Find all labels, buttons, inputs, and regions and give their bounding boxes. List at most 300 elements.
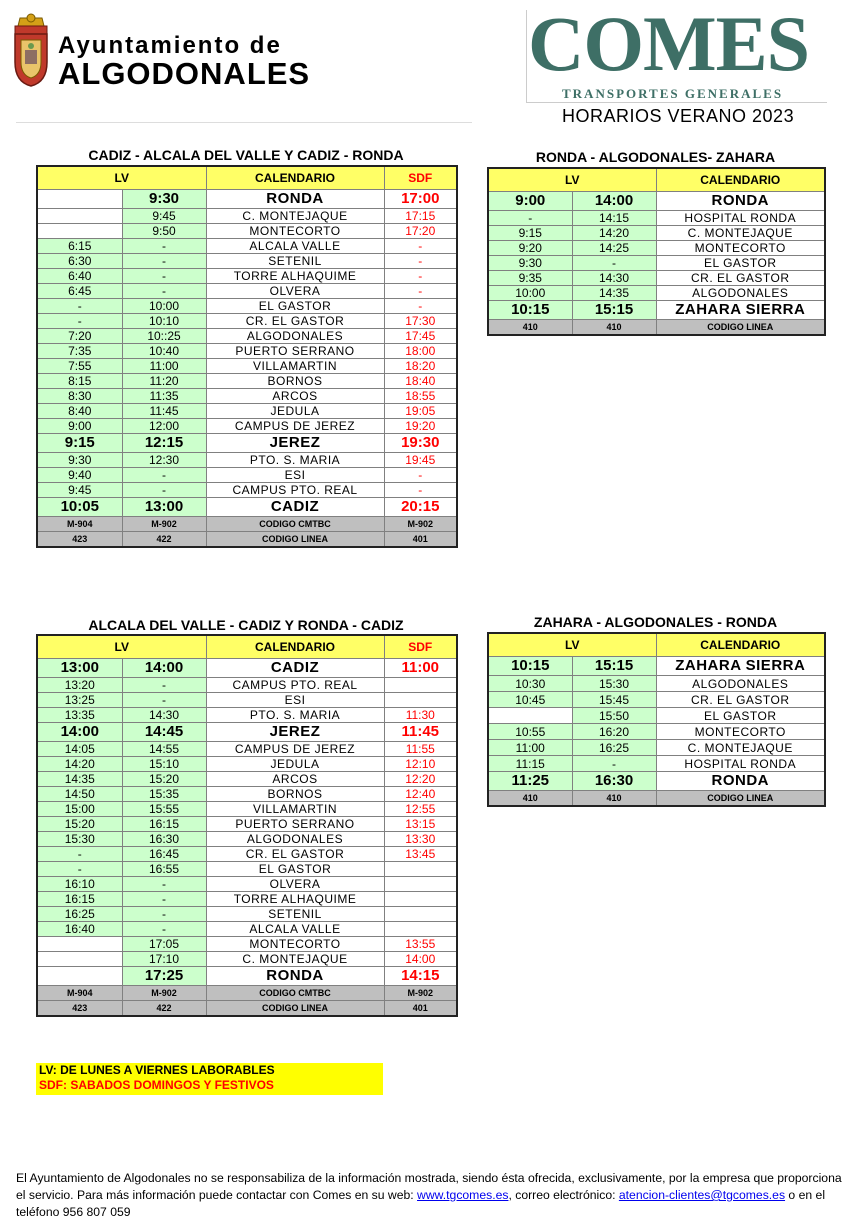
time-sdf: 17:00 — [384, 190, 457, 209]
time-sdf: - — [384, 254, 457, 269]
footer-code: M-902 — [122, 986, 206, 1001]
time-sdf — [384, 907, 457, 922]
time-lv-1: 9:15 — [37, 434, 122, 453]
time-sdf: 13:15 — [384, 817, 457, 832]
footer-code: M-902 — [384, 517, 457, 532]
table-row — [37, 269, 457, 284]
time-lv-2: 10::25 — [122, 329, 206, 344]
time-lv-2: - — [122, 693, 206, 708]
table-title: RONDA - ALGODONALES- ZAHARA — [535, 149, 776, 165]
time-lv-1: 15:30 — [37, 832, 122, 847]
table-title: CADIZ - ALCALA DEL VALLE Y CADIZ - RONDA — [88, 147, 404, 163]
time-lv-2: 11:00 — [122, 359, 206, 374]
time-lv-2: 12:15 — [122, 434, 206, 453]
column-header-calendar: CALENDARIO — [206, 635, 384, 659]
stop-name: CAMPUS DE JEREZ — [206, 419, 384, 434]
time-sdf: - — [384, 239, 457, 254]
time-lv-1: 8:30 — [37, 389, 122, 404]
column-header-lv: LV — [37, 635, 206, 659]
time-lv-1: 13:35 — [37, 708, 122, 723]
time-lv-2: 16:15 — [122, 817, 206, 832]
time-lv-2: 14:20 — [572, 226, 656, 241]
time-sdf: 12:55 — [384, 802, 457, 817]
time-lv-1: 10:15 — [488, 657, 572, 676]
table-footer-row — [488, 320, 825, 336]
stop-name: SETENIL — [206, 254, 384, 269]
table-row — [488, 740, 825, 756]
stop-name: ALGODONALES — [656, 676, 825, 692]
time-lv-1: - — [488, 211, 572, 226]
stop-name: PTO. S. MARIA — [206, 453, 384, 468]
time-lv-2: 10:10 — [122, 314, 206, 329]
footer-code: 422 — [122, 1001, 206, 1017]
time-lv-1 — [37, 952, 122, 967]
time-sdf: 19:05 — [384, 404, 457, 419]
time-sdf — [384, 877, 457, 892]
time-sdf — [384, 892, 457, 907]
time-lv-1: 6:15 — [37, 239, 122, 254]
time-lv-2: 15:35 — [122, 787, 206, 802]
timetable-zahara-algodonales-ronda — [487, 632, 826, 807]
time-lv-1 — [488, 708, 572, 724]
table-row — [488, 301, 825, 320]
table-row — [37, 847, 457, 862]
column-header-calendar: CALENDARIO — [656, 168, 825, 192]
stop-name: OLVERA — [206, 284, 384, 299]
time-lv-1: 9:15 — [488, 226, 572, 241]
time-sdf: 18:40 — [384, 374, 457, 389]
time-lv-2: 14:00 — [122, 659, 206, 678]
time-lv-2: 12:30 — [122, 453, 206, 468]
time-lv-1: 15:20 — [37, 817, 122, 832]
time-sdf: 17:45 — [384, 329, 457, 344]
table-row — [37, 284, 457, 299]
time-lv-2: 17:05 — [122, 937, 206, 952]
footer-code: M-904 — [37, 986, 122, 1001]
table-row — [37, 952, 457, 967]
table-row — [37, 344, 457, 359]
time-lv-1: - — [37, 862, 122, 877]
time-lv-1: 14:20 — [37, 757, 122, 772]
stop-name: ZAHARA SIERRA — [656, 301, 825, 320]
time-lv-1: 6:40 — [37, 269, 122, 284]
time-lv-2: - — [122, 678, 206, 693]
footer-code: 422 — [122, 532, 206, 548]
time-lv-1: 11:00 — [488, 740, 572, 756]
table-row — [488, 708, 825, 724]
time-lv-2: - — [122, 892, 206, 907]
time-sdf: 11:00 — [384, 659, 457, 678]
time-sdf: 17:15 — [384, 209, 457, 224]
time-lv-2: 15:15 — [572, 301, 656, 320]
table-row — [37, 659, 457, 678]
time-lv-2: 13:00 — [122, 498, 206, 517]
time-lv-1 — [37, 209, 122, 224]
timetable-cadiz-alcala-ronda — [36, 165, 458, 548]
time-lv-1 — [37, 937, 122, 952]
time-sdf: 18:55 — [384, 389, 457, 404]
time-sdf: 14:15 — [384, 967, 457, 986]
table-row — [488, 657, 825, 676]
stop-name: RONDA — [206, 190, 384, 209]
time-sdf: - — [384, 299, 457, 314]
time-lv-1: 14:00 — [37, 723, 122, 742]
time-sdf: 19:20 — [384, 419, 457, 434]
table-footer-row — [37, 532, 457, 548]
disclaimer-text: o en el teléfono 956 807 059 — [16, 1188, 826, 1219]
time-lv-2: 14:30 — [572, 271, 656, 286]
time-lv-1: 14:35 — [37, 772, 122, 787]
table-footer-row — [37, 1001, 457, 1017]
time-lv-2: 15:20 — [122, 772, 206, 787]
stop-name: CR. EL GASTOR — [206, 847, 384, 862]
time-sdf: 12:40 — [384, 787, 457, 802]
stop-name: PUERTO SERRANO — [206, 817, 384, 832]
table-row — [37, 757, 457, 772]
time-sdf: - — [384, 284, 457, 299]
stop-name: EL GASTOR — [206, 299, 384, 314]
time-lv-2: - — [122, 907, 206, 922]
table-row — [488, 756, 825, 772]
stop-name: C. MONTEJAQUE — [206, 952, 384, 967]
stop-name: EL GASTOR — [206, 862, 384, 877]
table-row — [37, 374, 457, 389]
time-lv-2: - — [122, 877, 206, 892]
legend-sdf: SDF: SABADOS DOMINGOS Y FESTIVOS — [39, 1078, 274, 1092]
stop-name: EL GASTOR — [656, 708, 825, 724]
column-header-sdf: SDF — [384, 635, 457, 659]
stop-name: TORRE ALHAQUIME — [206, 269, 384, 284]
brand-subtitle: TRANSPORTES GENERALES — [562, 86, 784, 101]
time-lv-2: 12:00 — [122, 419, 206, 434]
table-row — [488, 692, 825, 708]
time-lv-1: 16:10 — [37, 877, 122, 892]
time-sdf: 18:20 — [384, 359, 457, 374]
time-sdf — [384, 693, 457, 708]
time-lv-1: 7:35 — [37, 344, 122, 359]
stop-name: CR. EL GASTOR — [656, 692, 825, 708]
time-lv-2: 15:45 — [572, 692, 656, 708]
table-row — [488, 676, 825, 692]
table-row — [37, 209, 457, 224]
time-lv-1: 8:15 — [37, 374, 122, 389]
footer-code: M-902 — [384, 986, 457, 1001]
footer-code: CODIGO CMTBC — [206, 986, 384, 1001]
stop-name: CR. EL GASTOR — [206, 314, 384, 329]
footer-code: 410 — [488, 791, 572, 807]
stop-name: ARCOS — [206, 772, 384, 787]
time-lv-1: - — [37, 847, 122, 862]
table-row — [37, 742, 457, 757]
table-row — [37, 967, 457, 986]
disclaimer-text: , correo electrónico: — [508, 1188, 619, 1202]
time-sdf: 11:45 — [384, 723, 457, 742]
time-sdf — [384, 922, 457, 937]
time-lv-2: 11:20 — [122, 374, 206, 389]
legend-lv: LV: DE LUNES A VIERNES LABORABLES — [39, 1063, 275, 1077]
time-lv-1 — [37, 190, 122, 209]
table-row — [37, 224, 457, 239]
table-row — [37, 468, 457, 483]
time-lv-1: 13:20 — [37, 678, 122, 693]
footer-code: 410 — [572, 791, 656, 807]
time-sdf: 19:30 — [384, 434, 457, 453]
time-lv-2: 10:00 — [122, 299, 206, 314]
time-lv-2: 10:40 — [122, 344, 206, 359]
time-lv-1: - — [37, 314, 122, 329]
time-lv-1: 10:30 — [488, 676, 572, 692]
stop-name: PTO. S. MARIA — [206, 708, 384, 723]
table-footer-row — [37, 986, 457, 1001]
footer-code: CODIGO LINEA — [206, 1001, 384, 1017]
stop-name: SETENIL — [206, 907, 384, 922]
time-lv-2: 15:50 — [572, 708, 656, 724]
time-lv-1: 9:30 — [488, 256, 572, 271]
time-lv-2: 16:25 — [572, 740, 656, 756]
time-lv-2: 9:45 — [122, 209, 206, 224]
website-link[interactable]: www.tgcomes.es — [417, 1188, 509, 1202]
table-row — [37, 708, 457, 723]
time-sdf: 17:30 — [384, 314, 457, 329]
time-lv-1: 9:40 — [37, 468, 122, 483]
table-row — [37, 922, 457, 937]
time-lv-2: 9:30 — [122, 190, 206, 209]
time-lv-1: 16:15 — [37, 892, 122, 907]
footer-code: 410 — [488, 320, 572, 336]
time-lv-2: 16:30 — [122, 832, 206, 847]
time-lv-1: 14:50 — [37, 787, 122, 802]
table-footer-row — [488, 791, 825, 807]
stop-name: ALGODONALES — [656, 286, 825, 301]
table-row — [488, 226, 825, 241]
time-lv-2: 14:30 — [122, 708, 206, 723]
time-lv-2: 15:55 — [122, 802, 206, 817]
time-lv-1: 6:45 — [37, 284, 122, 299]
time-sdf: 11:55 — [384, 742, 457, 757]
time-lv-1: 11:25 — [488, 772, 572, 791]
time-lv-1 — [37, 224, 122, 239]
table-title: ALCALA DEL VALLE - CADIZ Y RONDA - CADIZ — [88, 617, 404, 633]
stop-name: PUERTO SERRANO — [206, 344, 384, 359]
town-hall-name-line2: ALGODONALES — [58, 56, 311, 91]
stop-name: RONDA — [206, 967, 384, 986]
time-lv-1: 14:05 — [37, 742, 122, 757]
stop-name: CR. EL GASTOR — [656, 271, 825, 286]
time-lv-2: - — [122, 269, 206, 284]
table-row — [37, 802, 457, 817]
time-sdf: 13:45 — [384, 847, 457, 862]
time-lv-2: 16:20 — [572, 724, 656, 740]
table-row — [37, 892, 457, 907]
stop-name: ZAHARA SIERRA — [656, 657, 825, 676]
table-footer-row — [37, 517, 457, 532]
table-header-row — [488, 168, 825, 192]
time-lv-1: 9:00 — [37, 419, 122, 434]
stop-name: RONDA — [656, 192, 825, 211]
stop-name: JEREZ — [206, 723, 384, 742]
table-row — [37, 404, 457, 419]
stop-name: RONDA — [656, 772, 825, 791]
time-sdf: 20:15 — [384, 498, 457, 517]
table-row — [37, 862, 457, 877]
column-header-lv: LV — [488, 168, 656, 192]
stop-name: C. MONTEJAQUE — [656, 226, 825, 241]
time-lv-1: 13:25 — [37, 693, 122, 708]
table-row — [37, 787, 457, 802]
time-lv-1: 13:00 — [37, 659, 122, 678]
table-row — [37, 832, 457, 847]
disclaimer — [16, 1170, 846, 1221]
email-link[interactable]: atencion-clientes@tgcomes.es — [618, 1188, 786, 1202]
time-lv-2: 11:45 — [122, 404, 206, 419]
stop-name: TORRE ALHAQUIME — [206, 892, 384, 907]
footer-code: M-902 — [122, 517, 206, 532]
time-lv-1: 10:15 — [488, 301, 572, 320]
town-shield-logo — [12, 12, 50, 88]
time-lv-1: 6:30 — [37, 254, 122, 269]
footer-code: CODIGO LINEA — [656, 320, 825, 336]
time-lv-2: 17:10 — [122, 952, 206, 967]
time-sdf: 12:10 — [384, 757, 457, 772]
table-header-row — [37, 635, 457, 659]
time-lv-1: 9:35 — [488, 271, 572, 286]
disclaimer-text: El Ayuntamiento de Algodonales no se responsabiliza de la información mostrada, siendo ésta ofrecida, exclusivamente, por la empresa que proporciona el servicio. Para más información puede contactar con Comes en su web: — [16, 1171, 842, 1202]
stop-name: ESI — [206, 468, 384, 483]
stop-name: MONTECORTO — [206, 937, 384, 952]
table-row — [37, 434, 457, 453]
time-sdf: 13:30 — [384, 832, 457, 847]
time-lv-2: - — [122, 284, 206, 299]
time-lv-2: 15:30 — [572, 676, 656, 692]
stop-name: ALGODONALES — [206, 832, 384, 847]
time-sdf: 17:20 — [384, 224, 457, 239]
time-lv-1: 10:45 — [488, 692, 572, 708]
stop-name: MONTECORTO — [206, 224, 384, 239]
stop-name: HOSPITAL RONDA — [656, 756, 825, 772]
footer-code: 401 — [384, 1001, 457, 1017]
time-lv-2: - — [122, 468, 206, 483]
stop-name: VILLAMARTIN — [206, 359, 384, 374]
column-header-lv: LV — [488, 633, 656, 657]
stop-name: BORNOS — [206, 787, 384, 802]
brand-logo: COMES — [528, 0, 810, 87]
column-header-lv: LV — [37, 166, 206, 190]
time-lv-1: 11:15 — [488, 756, 572, 772]
time-lv-2: 16:55 — [122, 862, 206, 877]
time-lv-2: 17:25 — [122, 967, 206, 986]
time-lv-1: 10:55 — [488, 724, 572, 740]
footer-code: CODIGO CMTBC — [206, 517, 384, 532]
table-row — [37, 907, 457, 922]
time-lv-2: 15:10 — [122, 757, 206, 772]
table-row — [488, 286, 825, 301]
column-header-sdf: SDF — [384, 166, 457, 190]
table-row — [37, 678, 457, 693]
stop-name: JEREZ — [206, 434, 384, 453]
time-sdf: 11:30 — [384, 708, 457, 723]
table-row — [37, 239, 457, 254]
stop-name: CAMPUS PTO. REAL — [206, 678, 384, 693]
stop-name: ARCOS — [206, 389, 384, 404]
table-row — [37, 723, 457, 742]
table-row — [488, 256, 825, 271]
town-hall-name-line1: Ayuntamiento de — [58, 32, 282, 59]
table-row — [37, 419, 457, 434]
table-header-row — [488, 633, 825, 657]
time-sdf — [384, 678, 457, 693]
table-row — [37, 359, 457, 374]
stop-name: C. MONTEJAQUE — [656, 740, 825, 756]
time-lv-1: 10:00 — [488, 286, 572, 301]
time-lv-2: 16:30 — [572, 772, 656, 791]
time-lv-1: 9:30 — [37, 453, 122, 468]
stop-name: EL GASTOR — [656, 256, 825, 271]
time-lv-2: 14:45 — [122, 723, 206, 742]
table-row — [37, 299, 457, 314]
table-header-row — [37, 166, 457, 190]
stop-name: CADIZ — [206, 659, 384, 678]
time-lv-2: - — [572, 256, 656, 271]
time-lv-2: 14:55 — [122, 742, 206, 757]
time-lv-1: 9:45 — [37, 483, 122, 498]
time-lv-1: 9:20 — [488, 241, 572, 256]
time-lv-2: 15:15 — [572, 657, 656, 676]
time-lv-2: 14:15 — [572, 211, 656, 226]
time-lv-1: - — [37, 299, 122, 314]
time-lv-1: 7:20 — [37, 329, 122, 344]
divider — [16, 122, 472, 123]
time-lv-1: 7:55 — [37, 359, 122, 374]
stop-name: JEDULA — [206, 757, 384, 772]
time-lv-2: 9:50 — [122, 224, 206, 239]
season-title: HORARIOS VERANO 2023 — [562, 106, 795, 126]
legend-box — [36, 1063, 383, 1095]
time-lv-1 — [37, 967, 122, 986]
stop-name: JEDULA — [206, 404, 384, 419]
footer-code: M-904 — [37, 517, 122, 532]
footer-code: 401 — [384, 532, 457, 548]
timetable-alcala-cadiz-ronda — [36, 634, 458, 1017]
footer-code: CODIGO LINEA — [656, 791, 825, 807]
table-row — [488, 724, 825, 740]
table-row — [37, 314, 457, 329]
time-lv-1: 16:40 — [37, 922, 122, 937]
time-lv-1: 15:00 — [37, 802, 122, 817]
table-row — [488, 241, 825, 256]
time-lv-2: - — [122, 922, 206, 937]
time-lv-2: 16:45 — [122, 847, 206, 862]
footer-code: 423 — [37, 1001, 122, 1017]
table-row — [37, 877, 457, 892]
timetable-ronda-algodonales-zahara — [487, 167, 826, 336]
time-lv-2: - — [572, 756, 656, 772]
time-lv-2: - — [122, 254, 206, 269]
time-lv-2: 14:25 — [572, 241, 656, 256]
table-row — [37, 389, 457, 404]
table-row — [488, 772, 825, 791]
table-row — [37, 693, 457, 708]
time-sdf: - — [384, 468, 457, 483]
time-lv-2: 14:00 — [572, 192, 656, 211]
table-row — [488, 192, 825, 211]
time-lv-1: 16:25 — [37, 907, 122, 922]
time-lv-2: 14:35 — [572, 286, 656, 301]
stop-name: C. MONTEJAQUE — [206, 209, 384, 224]
stop-name: VILLAMARTIN — [206, 802, 384, 817]
column-header-calendar: CALENDARIO — [206, 166, 384, 190]
table-row — [37, 483, 457, 498]
stop-name: ESI — [206, 693, 384, 708]
